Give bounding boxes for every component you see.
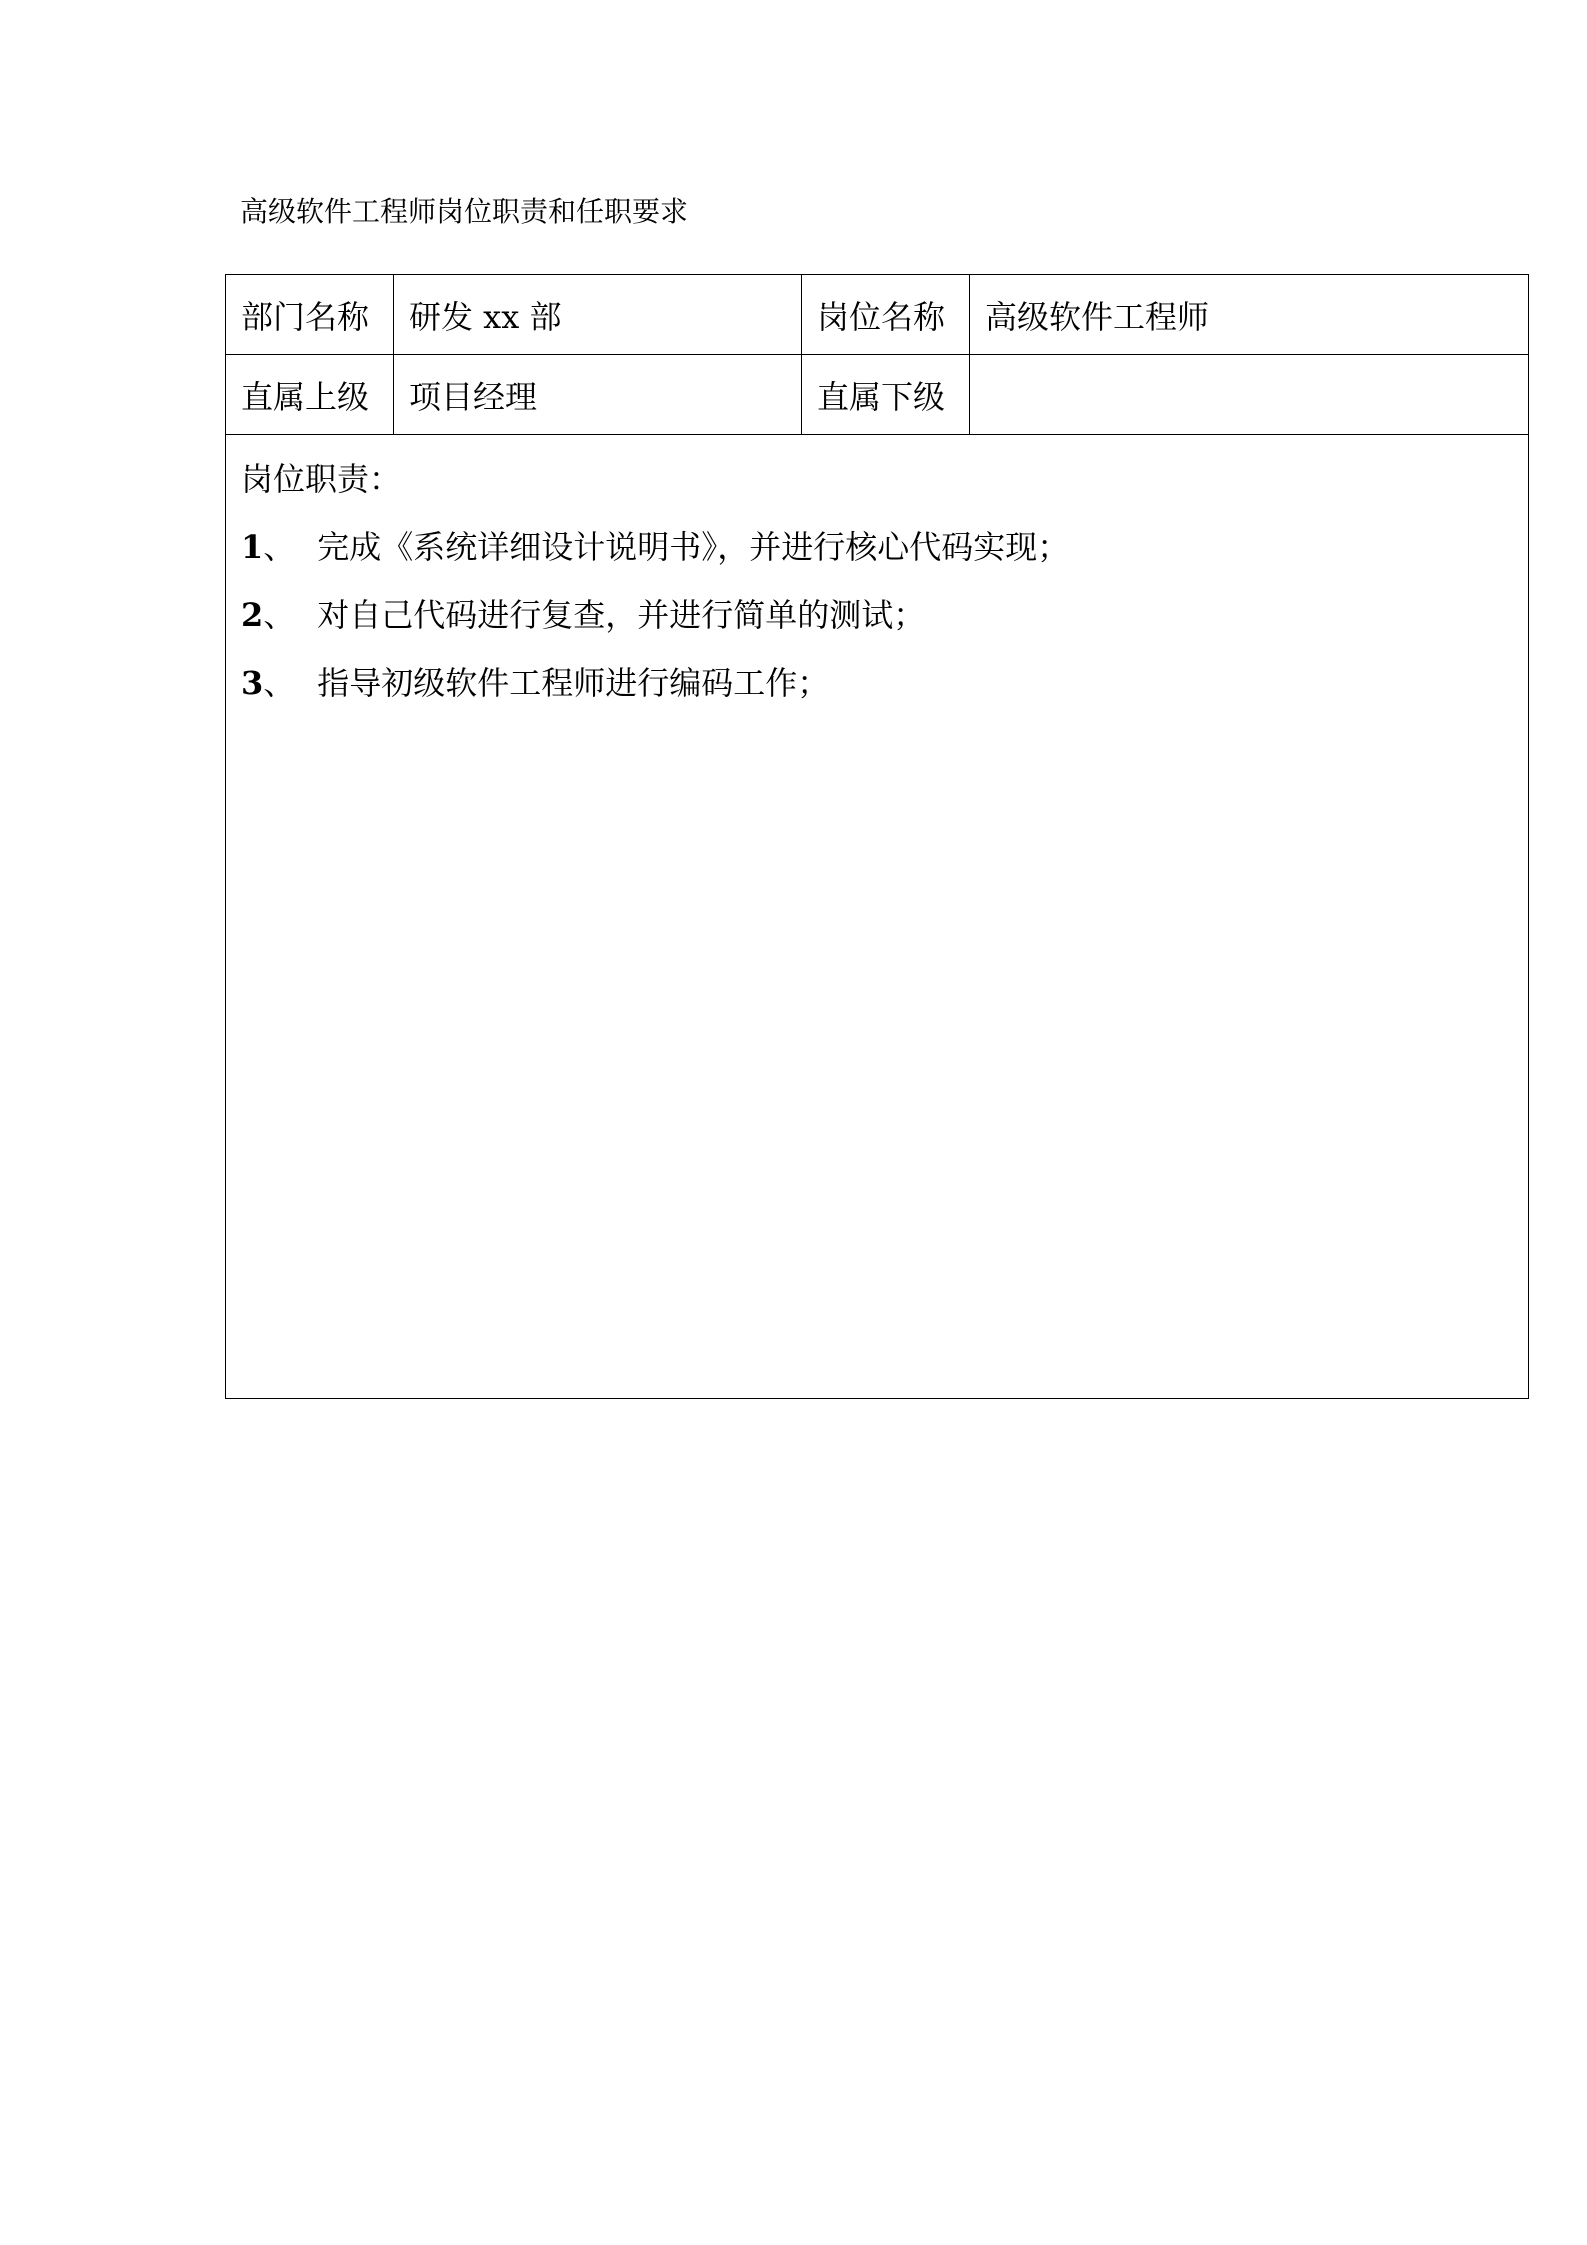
job-info-table [225, 274, 1529, 1399]
department-value: 研发 xx 部 [394, 275, 802, 355]
duty-text: 指导初级软件工程师进行编码工作； [317, 664, 830, 702]
table-row-department [226, 275, 1529, 355]
duty-text: 完成《系统详细设计说明书》，并进行核心代码实现； [317, 528, 1070, 566]
duty-item-2 [241, 593, 1528, 637]
position-label: 岗位名称 [802, 275, 970, 355]
department-label: 部门名称 [226, 275, 394, 355]
superior-label: 直属上级 [226, 355, 394, 435]
duties-heading: 岗位职责： [241, 460, 402, 498]
table-row-reporting [226, 355, 1529, 435]
superior-value: 项目经理 [394, 355, 802, 435]
duty-number: 2 [241, 596, 264, 634]
duty-text: 对自己代码进行复查，并进行简单的测试； [317, 596, 926, 634]
duty-item-1 [241, 525, 1528, 569]
document-title: 高级软件工程师岗位职责和任职要求 [240, 195, 689, 228]
subordinate-value [970, 355, 1529, 435]
position-value: 高级软件工程师 [970, 275, 1529, 355]
duties-cell [226, 435, 1529, 1399]
duty-separator: 、 [263, 664, 296, 702]
duty-number: 3 [241, 664, 264, 702]
duty-number: 1 [241, 528, 264, 566]
table-row-duties [226, 435, 1529, 1399]
subordinate-label: 直属下级 [802, 355, 970, 435]
duty-item-3 [241, 661, 1528, 705]
duty-separator: 、 [263, 528, 296, 566]
duty-separator: 、 [263, 596, 296, 634]
